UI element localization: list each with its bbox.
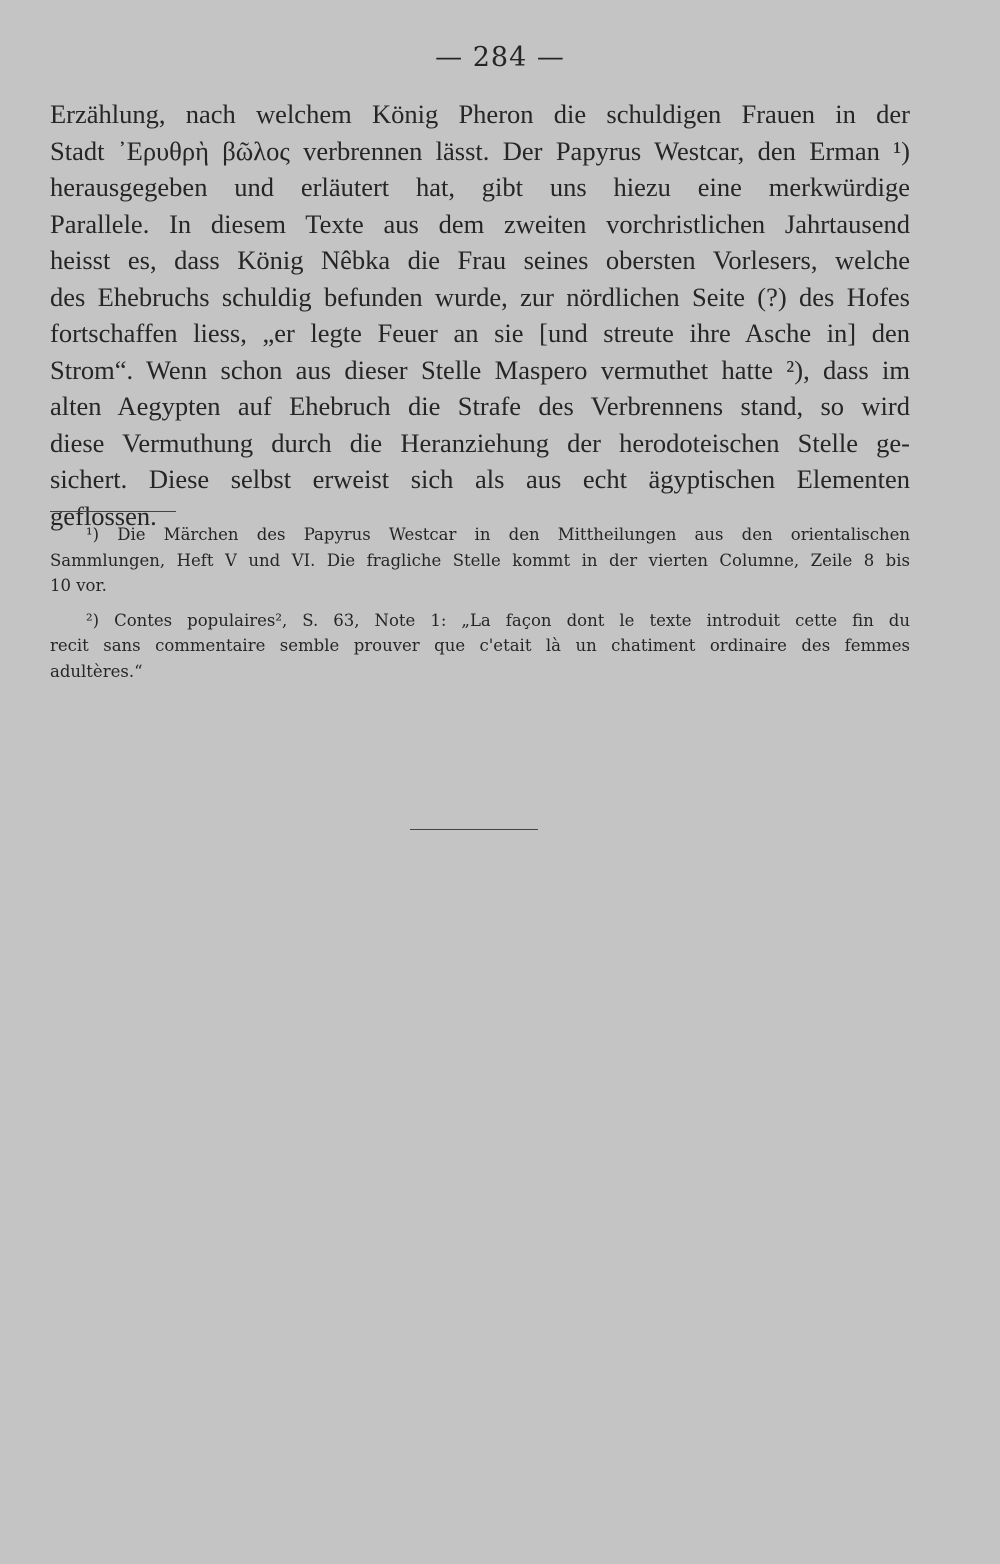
footnote-line: ²) Contes populaires², S. 63, Note 1: „La façon dont le texte introduit cette fin du: [86, 610, 910, 630]
body-text: [50, 96, 910, 534]
footnotes: [50, 522, 910, 684]
footnote-line: ¹) Die Märchen des Papyrus Westcar in den Mittheilungen aus den orientalischen: [86, 525, 910, 544]
footnote-separator: [50, 511, 176, 512]
body-line: sichert. Diese selbst erweist sich als aus echt ägyptischen Elementen: [50, 464, 910, 494]
body-line: heisst es, dass König Nêbka die Frau seines obersten Vorlesers, welche: [50, 245, 910, 275]
footnote-1: [50, 522, 910, 599]
body-line: alten Aegypten auf Ehebruch die Strafe des Verbrennens stand, so wird: [50, 391, 910, 421]
body-line: diese Vermuthung durch die Heranziehung der herodoteischen Stelle ge-: [50, 427, 910, 458]
body-line: Erzählung, nach welchem König Pheron die schuldigen Frauen in der: [50, 99, 910, 129]
footnote-line: 10 vor.: [50, 576, 107, 595]
footnote-line: recit sans commentaire semble prouver que c'etait là un chatiment ordinaire des femmes: [50, 636, 910, 655]
end-rule: [410, 829, 538, 830]
footnote-2: [50, 608, 910, 685]
footnote-line: Sammlungen, Heft V und VI. Die fragliche Stelle kommt in der vierten Columne, Zeile 8 bis: [50, 550, 910, 570]
body-line: herausgegeben und erläutert hat, gibt uns hiezu eine merkwürdige: [50, 172, 910, 202]
body-line: des Ehebruchs schuldig befunden wurde, zur nördlichen Seite (?) des Hofes: [50, 281, 910, 312]
body-line: Parallele. In diesem Texte aus dem zweiten vorchristlichen Jahrtausend: [50, 208, 910, 239]
page-number: — 284 —: [435, 42, 565, 73]
body-line: fortschaffen liess, „er legte Feuer an sie [und streute ihre Asche in] den: [50, 318, 910, 348]
body-line: Strom“. Wenn schon aus dieser Stelle Maspero vermuthet hatte ²), dass im: [50, 354, 910, 385]
footnote-line: adultères.“: [50, 661, 143, 681]
body-line: geflossen.: [50, 500, 157, 531]
body-line: Stadt ᾿Ερυθρὴ βῶλος verbrennen lässt. Der Papyrus Westcar, den Erman ¹): [50, 135, 910, 166]
